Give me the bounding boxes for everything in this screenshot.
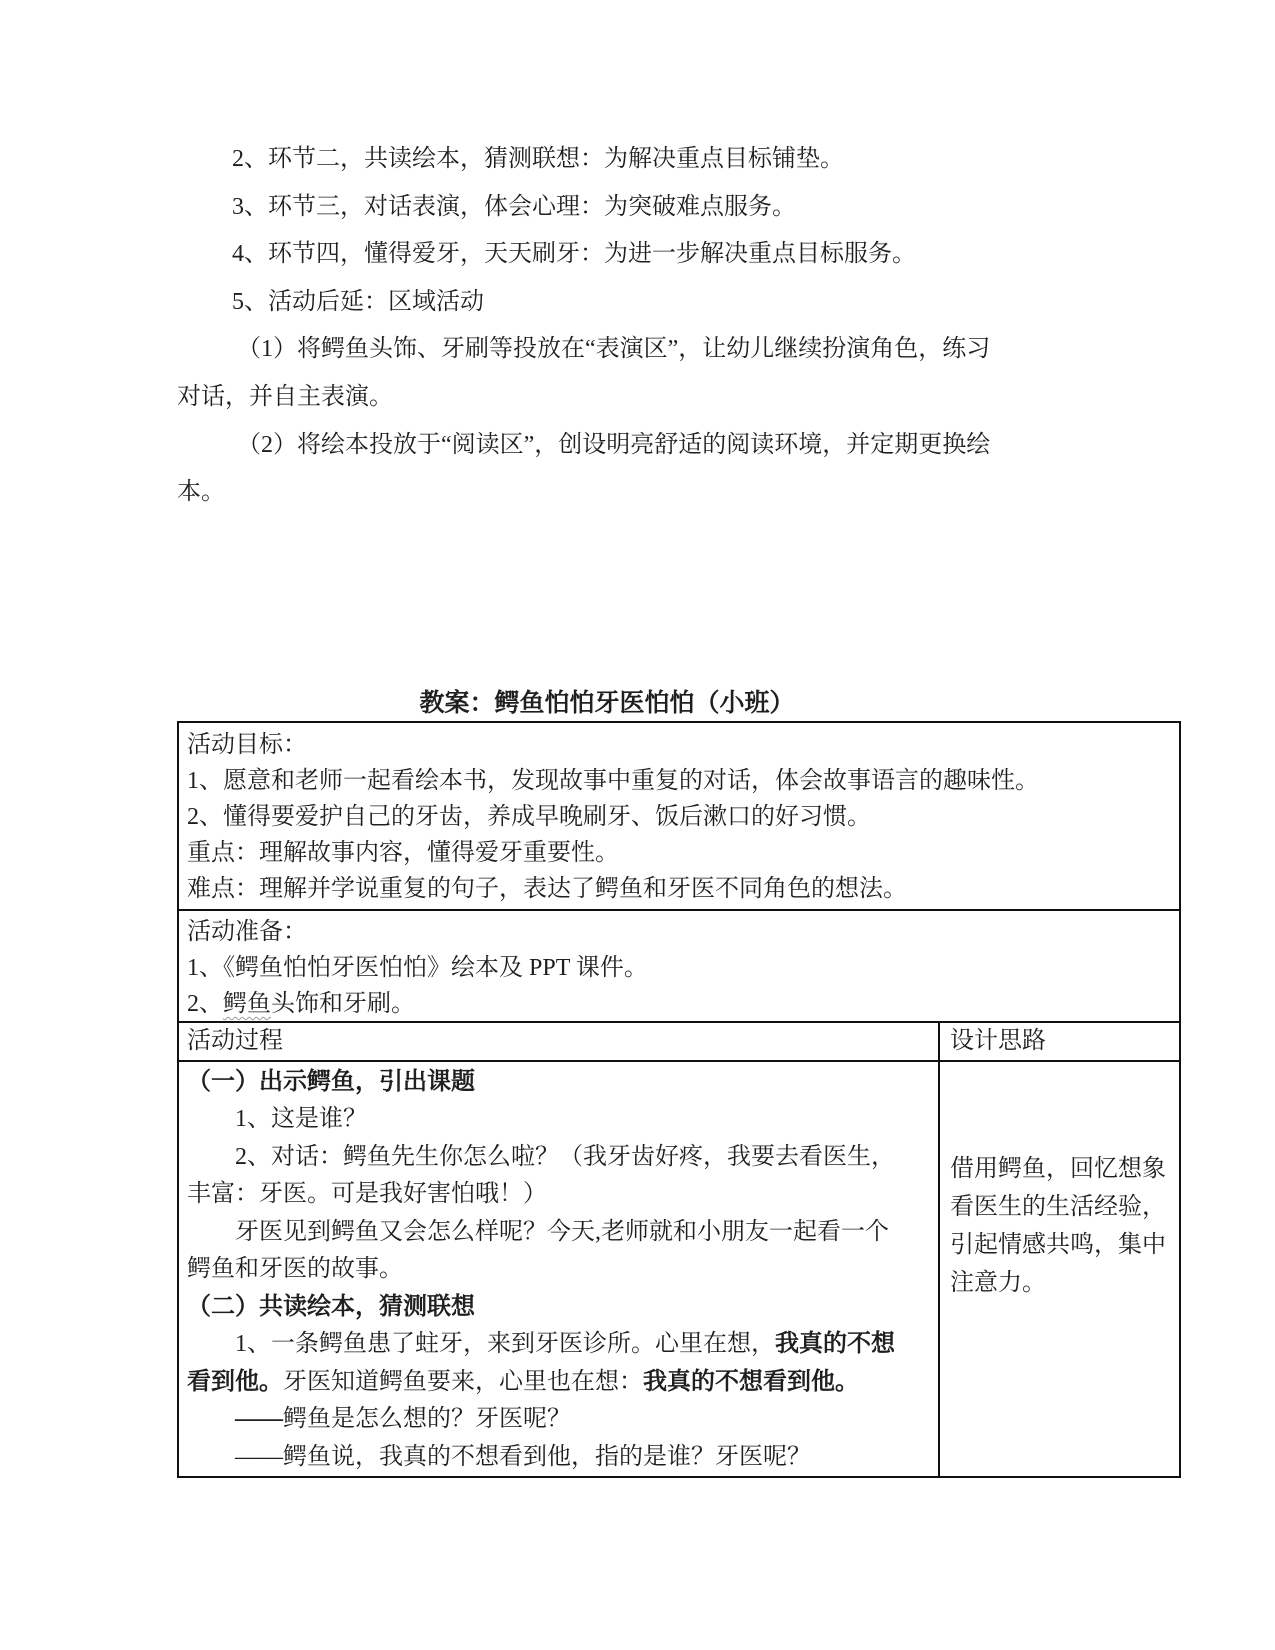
prep-item-2-rest: 头饰和牙刷。 [271,990,415,1017]
goals-item-1: 1、愿意和老师一起看绘本书，发现故事中重复的对话，体会故事语言的趣味性。 [187,767,1039,794]
design-line-2: 看医生的生活经验， [950,1193,1166,1220]
prep-heading: 活动准备： [187,918,307,945]
process-lead-line-2: 鳄鱼和牙医的故事。 [187,1256,403,1283]
story-line-1-bold: 我真的不想 [775,1331,895,1358]
intro-line-step4: 4、环节四，懂得爱牙，天天刷牙：为进一步解决重点目标服务。 [232,241,916,268]
intro-line-region2: （2）将绘本投放于“阅读区”，创设明亮舒适的阅读环境，并定期更换绘 [237,431,991,458]
prep-item-2-wavy-text: 鳄鱼 [223,990,271,1017]
table-row-goals [179,723,1179,911]
process-dash-question-1 [187,1401,934,1439]
intro-line-region2-cont: 本。 [177,479,225,506]
story-line-1-plain: 1、一条鳄鱼患了蛀牙，来到牙医诊所。心里在想， [235,1331,775,1358]
design-cell [940,1062,1179,1476]
process-question-1: 1、这是谁？ [235,1106,367,1133]
intro-line-step2: 2、环节二，共读绘本，猜测联想：为解决重点目标铺垫。 [232,146,844,172]
goals-heading: 活动目标： [187,731,307,758]
process-dash-question-2: ——鳄鱼说，我真的不想看到他，指的是谁？牙医呢？ [235,1443,811,1470]
process-story-line-1 [187,1326,934,1364]
table-row-preparation [179,911,1179,1023]
goals-item-2: 2、懂得要爱护自己的牙齿，养成早晚刷牙、饭后漱口的好习惯。 [187,803,871,830]
design-line-1: 借用鳄鱼，回忆想象 [950,1155,1166,1182]
intro-line-step5: 5、活动后延：区域活动 [232,288,484,315]
goals-difficulty: 难点：理解并学说重复的句子，表达了鳄鱼和牙医不同角色的想法。 [187,875,907,902]
lesson-plan-table [177,721,1181,1478]
design-line-4: 注意力。 [950,1269,1046,1296]
table-header-row [179,1023,1179,1062]
story-line-2-bold-1: 看到他。 [187,1368,283,1395]
process-story-line-2 [187,1364,934,1402]
prep-item-2-number: 2、 [187,990,223,1017]
process-section-2-heading: （二）共读绘本，猜测联想 [187,1293,475,1320]
dash-1-icon: —— [235,1406,283,1433]
prep-item-1: 1、《鳄鱼怕怕牙医怕怕》绘本及 PPT 课件。 [187,954,648,981]
dash-question-1-text: 鳄鱼是怎么想的？牙医呢？ [283,1406,571,1433]
process-section-1-heading: （一）出示鳄鱼，引出课题 [187,1068,475,1095]
intro-section [177,0,1099,517]
process-dialogue-line-1: 2、对话：鳄鱼先生你怎么啦？（我牙齿好疼，我要去看医生， [235,1143,895,1170]
intro-line-step3: 3、环节三，对话表演，体会心理：为突破难点服务。 [232,193,796,220]
table-content-row [179,1062,1179,1476]
story-line-2-bold-2: 我真的不想看到他。 [643,1368,859,1395]
intro-line-region1-cont: 对话，并自主表演。 [177,383,393,410]
process-lead-line-1: 牙医见到鳄鱼又会怎么样呢？今天,老师就和小朋友一起看一个 [235,1218,889,1245]
process-cell [179,1062,940,1476]
design-line-3: 引起情感共鸣，集中 [950,1231,1166,1258]
column-header-design: 设计思路 [950,1027,1046,1054]
page-title: 教案：鳄鱼怕怕牙医怕怕（小班） [419,689,795,717]
intro-line-region1: （1）将鳄鱼头饰、牙刷等投放在“表演区”，让幼儿继续扮演角色，练习 [237,336,991,363]
story-line-2-plain: 牙医知道鳄鱼要来，心里也在想： [283,1368,643,1395]
process-dialogue-line-2: 丰富：牙医。可是我好害怕哦！） [187,1181,547,1208]
column-header-process: 活动过程 [179,1023,940,1060]
goals-key-point: 重点：理解故事内容，懂得爱牙重要性。 [187,839,619,866]
prep-item-2 [187,986,1171,1022]
